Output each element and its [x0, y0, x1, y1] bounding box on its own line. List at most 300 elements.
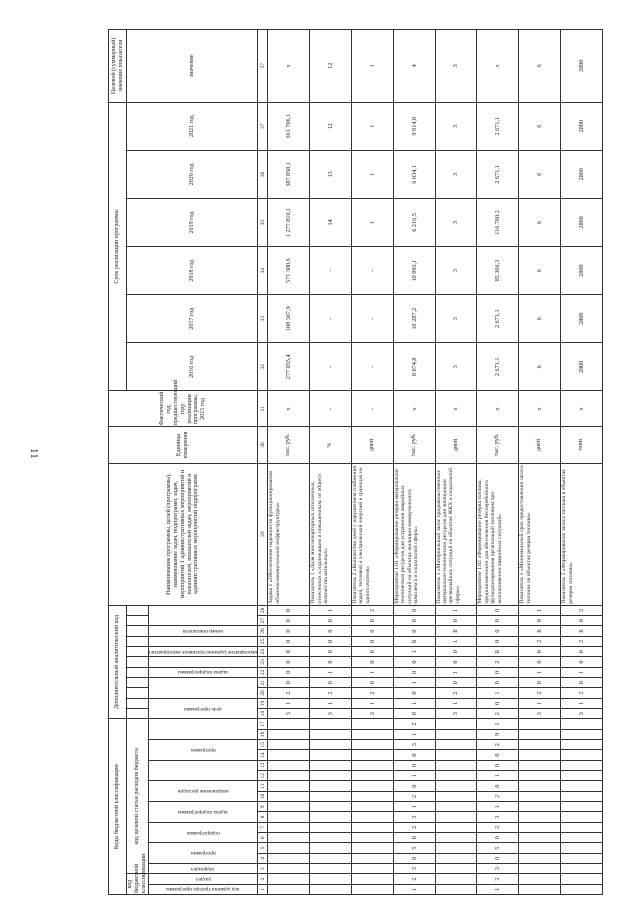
code-heading-blank-15 [148, 636, 258, 646]
row-year-value: 85 366,3 [477, 247, 519, 295]
row-year-value: 6 216,5 [393, 198, 435, 246]
code-cell [435, 843, 477, 853]
code-cell [351, 812, 393, 822]
code-cell: 1 [477, 884, 519, 894]
row-year-value: 8 074,8 [393, 343, 435, 391]
code-cell: 0 [477, 698, 519, 708]
code-cell: 0 [268, 605, 310, 615]
period-header: Срок реализации программы [109, 102, 127, 391]
code-cell [351, 740, 393, 750]
unit-header: Единица измерения [109, 427, 258, 463]
page-number: 11 [28, 448, 40, 459]
code-cell [519, 750, 561, 760]
code-subhead-5 [127, 657, 149, 667]
code-cell: 2 [393, 719, 435, 729]
code-subhead-10 [127, 605, 149, 615]
code-cell [351, 884, 393, 894]
row-unit: тонн [561, 427, 603, 463]
table-row [310, 30, 352, 895]
code-cell [519, 760, 561, 770]
year-header-0: 2016 год [127, 343, 258, 391]
col-index-34: 35 [258, 198, 268, 246]
code-cell: 1 [561, 698, 603, 708]
code-cell: Б [435, 626, 477, 636]
code-heading-7-text: программа [190, 747, 216, 754]
code-heading-blank-11 [148, 678, 258, 699]
code-cell: 1 [435, 636, 477, 646]
code-cell: 1 [393, 771, 435, 781]
row-year-value: 3 [435, 150, 477, 198]
table-row [477, 30, 519, 895]
code-cell [351, 719, 393, 729]
code-cell: 0 [310, 657, 352, 667]
code-cell: 1 [477, 688, 519, 698]
row-year-value: - [310, 343, 352, 391]
code-cell: 3 [268, 709, 310, 719]
code-cell [310, 822, 352, 832]
code-cell: Б [561, 626, 603, 636]
code-cell: 5 [393, 843, 435, 853]
col-index-5: 6 [258, 833, 268, 843]
code-cell [310, 719, 352, 729]
code-cell: 3 [519, 709, 561, 719]
row-year-value: 3 [435, 198, 477, 246]
code-subhead-7 [127, 636, 149, 646]
table-row [435, 30, 477, 895]
row-name: Задача 1 «Обеспечение надежности функционирования объектов коммунальной инфраструктуры» [268, 463, 310, 605]
row-final: 6 [519, 30, 561, 103]
row-year-value: - [351, 247, 393, 295]
code-cell: 0 [477, 667, 519, 677]
row-year-value: 2 671,1 [477, 343, 519, 391]
col-index-14: 15 [258, 740, 268, 750]
code-cell: 2 [393, 822, 435, 832]
row-name: Показатель 2 «Количество дней с нарушением снабжения водой, тепловой и электрической энергией в границах на одного жителя» [351, 463, 393, 605]
code-cell [310, 781, 352, 791]
col-index-6: 7 [258, 822, 268, 832]
code-cell: 0 [477, 678, 519, 688]
row-year-value: 2800 [561, 150, 603, 198]
row-year-value: 6 [519, 343, 561, 391]
code-cell: 2 [561, 688, 603, 698]
code-cell [351, 771, 393, 781]
code-cell [561, 822, 603, 832]
code-cell: 0 [477, 833, 519, 843]
code-cell [310, 874, 352, 884]
col-index-2: 3 [258, 864, 268, 874]
code-cell [268, 843, 310, 853]
year-header-2: 2018 год [127, 247, 258, 295]
code-cell [561, 864, 603, 874]
row-year-value: 6 [519, 102, 561, 150]
code-cell: 2 [561, 636, 603, 646]
code-cell: 0 [477, 636, 519, 646]
code-cell: 0 [435, 678, 477, 688]
code-heading-0-text: код администратора программы [166, 886, 240, 893]
row-year-value: 1 [351, 102, 393, 150]
code-cell: 2 [351, 688, 393, 698]
code-cell: 2 [435, 688, 477, 698]
code-cell [268, 760, 310, 770]
row-year-value: 6 [519, 247, 561, 295]
row-year-value: 6 034,1 [393, 150, 435, 198]
code-cell: 0 [435, 657, 477, 667]
row-year-value: 2800 [561, 343, 603, 391]
code-cell [268, 791, 310, 801]
code-heading-6-text: направление расходов [177, 788, 229, 795]
code-cell: 0 [310, 636, 352, 646]
code-cell [435, 740, 477, 750]
row-year-value: 2800 [561, 102, 603, 150]
col-index-26: 27 [258, 616, 268, 626]
code-cell: 3 [393, 864, 435, 874]
row-year-value: 3 [435, 247, 477, 295]
col-index-12: 13 [258, 760, 268, 770]
code-cell: 2 [519, 636, 561, 646]
code-cell [310, 791, 352, 801]
code-heading-4-text: подпрограмма [186, 829, 220, 836]
code-cell [561, 750, 603, 760]
code-cell: 1 [519, 667, 561, 677]
year-header-1: 2017 год [127, 295, 258, 343]
kbk-header: код бюджетной классификации [127, 853, 147, 893]
code-cell [519, 874, 561, 884]
col-index-36: 37 [258, 102, 268, 150]
code-cell [519, 781, 561, 791]
expense-article-header: код целевой статьи расходов бюджета [127, 719, 149, 874]
code-cell: 1 [519, 698, 561, 708]
code-cell [268, 719, 310, 729]
code-cell: 0 [519, 657, 561, 667]
col-index-27: 28 [258, 605, 268, 615]
code-cell: 0 [393, 616, 435, 626]
code-cell: 0 [561, 616, 603, 626]
row-final: x [477, 30, 519, 103]
code-cell: 0 [519, 678, 561, 688]
col-index-25: 26 [258, 626, 268, 636]
code-cell: 0 [477, 626, 519, 636]
code-cell [435, 791, 477, 801]
code-cell: 1 [393, 802, 435, 812]
code-cell: 0 [310, 647, 352, 657]
code-cell [435, 822, 477, 832]
code-cell [561, 812, 603, 822]
code-cell [310, 843, 352, 853]
code-heading-9-text: задача подпрограммы [177, 669, 229, 676]
code-cell: 0 [435, 616, 477, 626]
row-year-value: 387 050,1 [268, 150, 310, 198]
code-heading-10 [148, 647, 258, 657]
code-cell: 2 [351, 605, 393, 615]
code-cell [310, 750, 352, 760]
code-cell: 3 [393, 740, 435, 750]
code-cell [351, 750, 393, 760]
code-cell: 1 [561, 667, 603, 677]
code-cell: 0 [477, 781, 519, 791]
code-cell: 0 [393, 750, 435, 760]
code-heading-8-text: цель программы [184, 705, 222, 712]
code-cell: 0 [393, 853, 435, 863]
row-fact: x [393, 391, 435, 427]
row-unit: дней [435, 427, 477, 463]
code-cell: 0 [268, 657, 310, 667]
code-cell [561, 802, 603, 812]
code-cell [561, 833, 603, 843]
code-cell: 0 [477, 616, 519, 626]
code-cell [268, 750, 310, 760]
code-cell [519, 822, 561, 832]
code-cell: 1 [393, 647, 435, 657]
row-final: 4 [393, 30, 435, 103]
code-heading-1 [148, 874, 258, 884]
code-cell: 3 [435, 709, 477, 719]
code-cell: 0 [268, 647, 310, 657]
code-cell [435, 781, 477, 791]
code-subhead-4 [127, 667, 149, 677]
code-cell [310, 812, 352, 822]
col-index-35: 36 [258, 150, 268, 198]
row-year-value: 108 367,9 [268, 295, 310, 343]
row-year-value: 3 [435, 102, 477, 150]
code-cell [310, 771, 352, 781]
row-unit: дней [351, 427, 393, 463]
code-heading-blank-7 [148, 760, 258, 781]
row-name: Показатель 1 «Доля многоквартирных отопленных, отнесенных к надлежащим и повышенным, от общего количества котельных» [310, 463, 352, 605]
code-cell [561, 874, 603, 884]
col-index-15: 16 [258, 729, 268, 739]
code-cell [351, 791, 393, 801]
budget-class-header: Коды бюджетной классификации [109, 719, 127, 895]
col-index-10: 11 [258, 781, 268, 791]
row-unit: тыс. руб. [393, 427, 435, 463]
row-name: Показатель 1 «Материальный запас продовольственных материально-технических ресурсов для ликвидации чрезвычайных ситуаций на объектах ЖКХ и социальной сферы» [435, 463, 477, 605]
code-heading-6 [148, 781, 258, 802]
code-cell: Б [519, 626, 561, 636]
code-cell [435, 729, 477, 739]
row-name: Мероприятие 1.01 «Формирование резерва материально-технических ресурсов для устранения аварийных ситуаций на объектах жилищно-коммунального комплекса и социальной сферы» [393, 463, 435, 605]
year-header-5: 2021 год [127, 102, 258, 150]
code-cell [351, 864, 393, 874]
row-year-value: 10 287,2 [393, 295, 435, 343]
code-cell: 0 [268, 667, 310, 677]
code-cell: 0 [393, 709, 435, 719]
year-header-3: 2019 год [127, 198, 258, 246]
row-fact: - [310, 391, 352, 427]
code-cell: 0 [310, 626, 352, 636]
row-year-value: 277 055,4 [268, 343, 310, 391]
code-cell [435, 771, 477, 781]
row-year-value: - [310, 295, 352, 343]
code-cell: 0 [351, 626, 393, 636]
code-heading-1-text: раздел [195, 876, 211, 883]
code-cell: 2 [393, 874, 435, 884]
code-cell: 1 [393, 678, 435, 688]
code-cell [351, 853, 393, 863]
table-row [393, 30, 435, 895]
code-cell [435, 864, 477, 874]
code-cell: 1 [435, 667, 477, 677]
code-cell: 3 [561, 709, 603, 719]
code-cell: 1 [477, 771, 519, 781]
code-cell: 0 [393, 688, 435, 698]
col-index-31: 32 [258, 343, 268, 391]
code-cell: 1 [393, 884, 435, 894]
col-index-19: 20 [258, 688, 268, 698]
code-cell [519, 802, 561, 812]
code-cell [310, 740, 352, 750]
code-heading-4 [148, 822, 258, 843]
code-cell [435, 874, 477, 884]
row-year-value: 12 [310, 102, 352, 150]
row-year-value: 1 277 810,1 [268, 198, 310, 246]
code-cell: Б [393, 636, 435, 646]
code-cell [435, 719, 477, 729]
code-cell: 3 [477, 864, 519, 874]
code-cell: 3 [351, 709, 393, 719]
code-cell [268, 822, 310, 832]
code-heading-11-text: номер показателя [182, 628, 224, 635]
code-cell: 1 [268, 698, 310, 708]
col-index-8: 9 [258, 802, 268, 812]
col-index-21: 22 [258, 667, 268, 677]
code-cell: 1 [519, 605, 561, 615]
code-cell: 3 [310, 709, 352, 719]
code-heading-8 [148, 698, 258, 719]
row-year-value: 9 014,8 [393, 102, 435, 150]
code-cell: 0 [393, 781, 435, 791]
program-table [108, 29, 603, 895]
row-fact: x [435, 391, 477, 427]
code-cell: 0 [268, 626, 310, 636]
row-year-value: 1 [351, 198, 393, 246]
code-heading-3 [148, 843, 258, 864]
code-cell [435, 812, 477, 822]
col-index-20: 21 [258, 678, 268, 688]
row-fact: x [519, 391, 561, 427]
code-cell: 0 [477, 605, 519, 615]
code-cell [561, 771, 603, 781]
code-cell [519, 812, 561, 822]
code-cell [351, 822, 393, 832]
code-cell: 1 [393, 729, 435, 739]
row-year-value: 361 706,1 [268, 102, 310, 150]
code-cell: 0 [351, 616, 393, 626]
row-fact: - [351, 391, 393, 427]
code-cell [519, 719, 561, 729]
code-cell: 1 [477, 802, 519, 812]
row-year-value: 2 671,1 [477, 150, 519, 198]
code-heading-2 [148, 864, 258, 874]
code-cell: 0 [310, 616, 352, 626]
code-cell: 0 [477, 750, 519, 760]
code-cell: 1 [310, 698, 352, 708]
code-cell: 0 [477, 760, 519, 770]
table-row [519, 30, 561, 895]
col-index-1: 2 [258, 874, 268, 884]
code-cell: 9 [477, 729, 519, 739]
code-cell [351, 802, 393, 812]
code-cell [268, 781, 310, 791]
code-cell: 0 [310, 678, 352, 688]
row-year-value: 6 [519, 295, 561, 343]
row-name: Показатель 2 «Формирование запаса топлива в объектах резерва топлива» [561, 463, 603, 605]
code-cell [268, 884, 310, 894]
code-cell [310, 760, 352, 770]
code-cell: 1 [310, 605, 352, 615]
code-heading-5 [148, 802, 258, 823]
code-cell: 1 [310, 667, 352, 677]
col-index-13: 14 [258, 750, 268, 760]
code-cell: 1 [435, 605, 477, 615]
col-index-33: 34 [258, 247, 268, 295]
row-year-value: - [351, 295, 393, 343]
code-heading-blank-13 [148, 657, 258, 667]
code-cell: 3 [393, 812, 435, 822]
code-heading-7 [148, 740, 258, 761]
row-unit: тыс. руб. [268, 427, 310, 463]
code-cell [561, 760, 603, 770]
row-fact: x [268, 391, 310, 427]
code-cell: 0 [519, 647, 561, 657]
code-cell: 1 [393, 698, 435, 708]
col-index-0: 1 [258, 884, 268, 894]
code-subhead-8 [127, 626, 149, 636]
table-row [268, 30, 310, 895]
row-year-value: 2 671,1 [477, 102, 519, 150]
code-cell: 0 [393, 760, 435, 770]
row-year-value: 6 [519, 198, 561, 246]
code-cell: 0 [561, 678, 603, 688]
code-cell [435, 853, 477, 863]
code-cell [519, 740, 561, 750]
code-cell: 0 [435, 647, 477, 657]
code-cell: 2 [477, 791, 519, 801]
col-index-3: 4 [258, 853, 268, 863]
code-cell: 0 [393, 626, 435, 636]
code-heading-10-text: мероприятие (административное мероприятие) [148, 648, 258, 655]
row-year-value: 10 093,1 [393, 247, 435, 295]
col-index-24: 25 [258, 636, 268, 646]
code-cell [435, 760, 477, 770]
code-cell [268, 833, 310, 843]
final-value-header: значение [127, 30, 258, 103]
code-heading-11 [148, 626, 258, 636]
code-cell: 0 [351, 657, 393, 667]
code-cell: 0 [268, 678, 310, 688]
col-index-11: 12 [258, 771, 268, 781]
code-cell [268, 802, 310, 812]
col-index-28: 29 [258, 463, 268, 605]
col-index-23: 24 [258, 647, 268, 657]
code-cell: 3 [477, 812, 519, 822]
row-name: Мероприятие 1.02 «Формирование резерва топлива, предназначенного для обеспечения бесперебойного функционирования организаций топливом при возникновении аварийных ситуаций» [477, 463, 519, 605]
fact-header: Фактический год, предшествующий году реализации программы, 2015 год [109, 391, 258, 427]
col-index-last: 37 [258, 30, 268, 103]
code-cell [519, 771, 561, 781]
code-cell: 0 [561, 647, 603, 657]
col-index-7: 8 [258, 812, 268, 822]
row-year-value: 1 [351, 150, 393, 198]
col-index-22: 23 [258, 657, 268, 667]
row-year-value: 14 [310, 198, 352, 246]
code-cell [351, 760, 393, 770]
code-cell [351, 833, 393, 843]
table-row [351, 30, 393, 895]
code-cell [351, 729, 393, 739]
code-cell [435, 802, 477, 812]
code-cell [519, 853, 561, 863]
row-unit: % [310, 427, 352, 463]
